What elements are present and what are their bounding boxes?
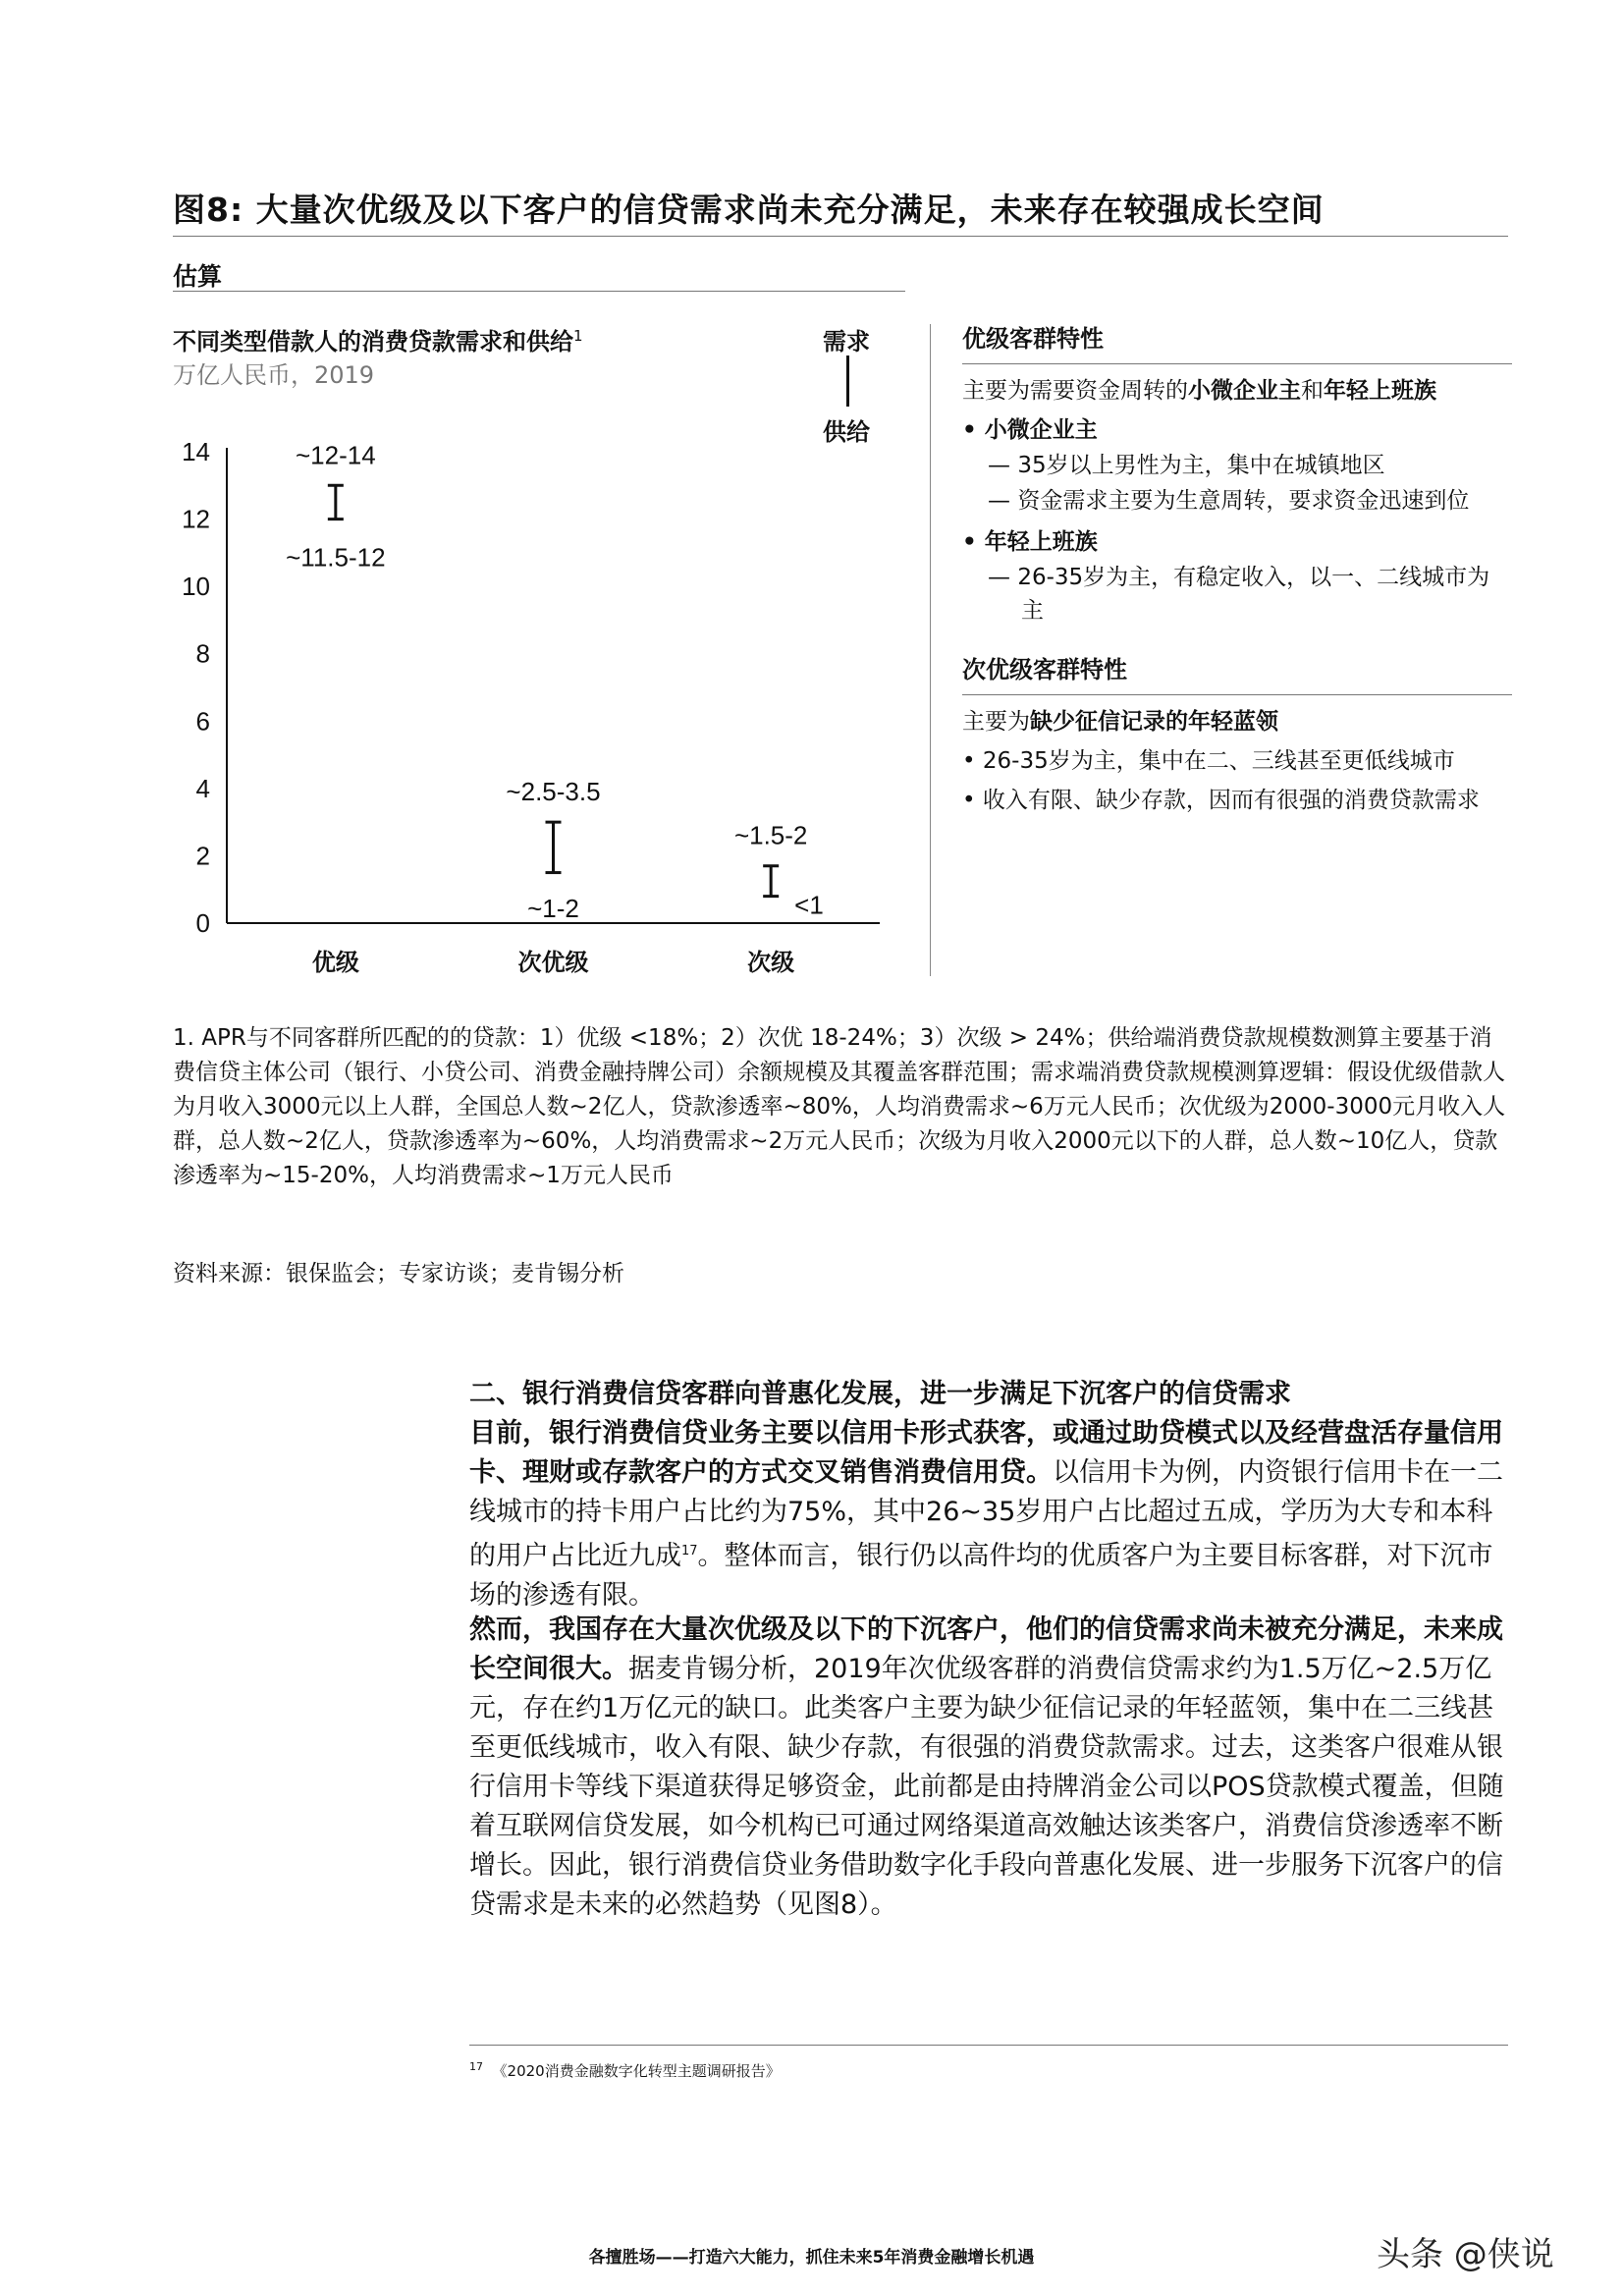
y-tick-label: 12 xyxy=(182,504,210,534)
body-heading-text: 二、银行消费信贷客群向普惠化发展，进一步满足下沉客户的信贷需求 xyxy=(469,1379,1291,1409)
footnote-rule xyxy=(469,2045,1508,2046)
watermark: 头条 @侠说 xyxy=(1377,2235,1554,2274)
dash-item-text: 26-35岁为主，有稳定收入，以一、二线城市为主 xyxy=(1017,565,1490,624)
body-paragraph-2 xyxy=(469,1611,1508,1925)
chart-title-text: 不同类型借款人的消费贷款需求和供给 xyxy=(173,328,573,355)
demand-label: ~2.5-3.5 xyxy=(506,777,601,807)
supply-label: ~1-2 xyxy=(527,894,579,923)
prime-intro-bold2: 年轻上班族 xyxy=(1324,378,1436,404)
body-heading xyxy=(469,1375,1508,1414)
prime-intro-bold1: 小微企业主 xyxy=(1188,378,1301,404)
dash-item-text: 35岁以上男性为主，集中在城镇地区 xyxy=(1017,453,1385,478)
bullet-young-workers-text: 年轻上班族 xyxy=(984,529,1098,555)
body-paragraph-1 xyxy=(469,1414,1508,1615)
chart-subtitle: 万亿人民币，2019 xyxy=(173,361,375,389)
p1-text2: 。整体而言，银行仍以高件均的优质客户为主要目标客群，对下沉市场的渗透有限。 xyxy=(469,1541,1493,1611)
bullet-small-business: • 小微企业主 xyxy=(962,417,1098,443)
prime-intro xyxy=(962,374,1512,408)
segment-characteristics xyxy=(962,322,1512,817)
page-footer: 各擅胜场——打造六大能力，抓住未来5年消费金融增长机遇 xyxy=(588,2248,1035,2268)
section-rule xyxy=(173,291,905,292)
title-rule xyxy=(173,236,1508,237)
category-label: 次级 xyxy=(747,950,795,976)
p2-text: 据麦肯锡分析，2019年次优级客群的消费信贷需求约为1.5万亿~2.5万亿元，存在约1万亿元的缺口。此类客户主要为缺少征信记录的年轻蓝领，集中在二三线甚至更低线城市，收入有限、缺少存款，有很强的消费贷款需求。过去，这类客户很难从银行信用卡等线下渠道获得足够资金，此前都是由持牌消金公司以POS贷款模式覆盖，但随着互联网信贷发展，如今机构已可通过网络渠道高效触达该类客户，消费信贷渗透率不断增长。因此，银行消费信贷业务借助数字化手段向普惠化发展、进一步服务下沉客户的信贷需求是未来的必然趋势（见图8）。 xyxy=(469,1654,1504,1920)
y-tick-label: 0 xyxy=(195,908,210,938)
dash-item: — 资金需求主要为生意周转，要求资金迅速到位 xyxy=(988,488,1470,514)
prime-rule xyxy=(962,363,1512,364)
demand-label: ~1.5-2 xyxy=(733,820,808,850)
legend-demand-label: 需求 xyxy=(823,328,870,355)
p1-bold: 目前，银行消费信贷业务主要以信用卡形式获客，或通过助贷模式以及经营盘活存量信用卡、理财或存款客户的方式交叉销售消费信用贷。 xyxy=(469,1418,1503,1488)
prime-intro-pre: 主要为需要资金周转的 xyxy=(962,378,1188,404)
dash-item-text: 资金需求主要为生意周转，要求资金迅速到位 xyxy=(1017,488,1470,514)
y-tick-label: 10 xyxy=(182,572,210,602)
chart-title xyxy=(173,322,583,356)
bullet-item-text: 26-35岁为主，集中在二、三线甚至更低线城市 xyxy=(982,748,1455,774)
bullet-item: • 26-35岁为主，集中在二、三线甚至更低线城市 xyxy=(962,748,1455,774)
figure-title: 图8: 大量次优级及以下客户的信贷需求尚未充分满足，未来存在较强成长空间 xyxy=(173,191,1325,229)
bullet-item-text: 收入有限、缺少存款，因而有很强的消费贷款需求 xyxy=(982,788,1480,813)
bullet-item: • 收入有限、缺少存款，因而有很强的消费贷款需求 xyxy=(962,788,1480,813)
near-prime-heading: 次优级客群特性 xyxy=(962,656,1127,683)
dash-item: — 35岁以上男性为主，集中在城镇地区 xyxy=(988,453,1385,478)
y-tick-label: 14 xyxy=(182,437,210,466)
range-chart xyxy=(173,422,919,992)
chart-title-sup: 1 xyxy=(573,327,583,345)
source-note: 资料来源：银保监会；专家访谈；麦肯锡分析 xyxy=(173,1261,624,1286)
footnote-17 xyxy=(469,2060,781,2081)
legend-bar xyxy=(846,355,849,407)
near-prime-intro-bold: 缺少征信记录的年轻蓝领 xyxy=(1030,709,1278,735)
supply-label: ~11.5-12 xyxy=(286,542,386,573)
prime-intro-mid: 和 xyxy=(1301,378,1324,404)
column-divider xyxy=(930,324,931,976)
near-prime-intro xyxy=(962,705,1512,738)
chart-footnote: 1. APR与不同客群所匹配的的贷款：1）优级 <18%；2）次优 18-24%；3）次级 > 24%；供给端消费贷款规模数测算主要基于消费信贷主体公司（银行、小贷公司、消费金融持牌公司）余额规模及其覆盖客群范围；需求端消费贷款规模测算逻辑：假设优级借款人为月收入3000元以上人群，全国总人数~2亿人，贷款渗透率~80%，人均消费需求~6万元人民币；次优级为2000-3000元月收入人群，总人数~2亿人，贷款渗透率为~60%，人均消费需求~2万元人民币；次级为月收入2000元以下的人群，总人数~10亿人，贷款渗透率为~15-20%，人均消费需求~1万元人民币 xyxy=(173,1025,1506,1188)
near-prime-rule xyxy=(962,694,1512,695)
p1-text: 以信用卡为例，内资银行信用卡在一二线城市的持卡用户占比约为75%，其中26~35岁用户占比超过五成，学历为大专和本科的用户占比近九成 xyxy=(469,1457,1503,1571)
dash-item: — 26-35岁为主，有稳定收入，以一、二线城市为主 xyxy=(988,565,1490,624)
bullet-small-business-text: 小微企业主 xyxy=(984,417,1098,443)
footnote-17-text: 《2020消费金融数字化转型主题调研报告》 xyxy=(492,2062,781,2080)
y-tick-label: 6 xyxy=(195,706,210,737)
legend-supply-label: 供给 xyxy=(823,418,870,446)
section-label: 估算 xyxy=(173,262,223,291)
p1-sup: 17 xyxy=(681,1544,698,1558)
demand-label: ~12-14 xyxy=(295,440,376,470)
bullet-young-workers: • 年轻上班族 xyxy=(962,529,1098,555)
near-prime-intro-pre: 主要为 xyxy=(962,709,1030,735)
p2-bold: 然而，我国存在大量次优级及以下的下沉客户，他们的信贷需求尚未被充分满足，未来成长空间很大。 xyxy=(469,1614,1503,1684)
y-tick-label: 8 xyxy=(195,638,210,669)
category-label: 次优级 xyxy=(517,950,589,976)
y-tick-label: 4 xyxy=(195,773,210,803)
y-tick-label: 2 xyxy=(195,841,210,871)
footnote-17-num: 17 xyxy=(469,2060,483,2073)
category-label: 优级 xyxy=(311,950,359,976)
prime-heading: 优级客群特性 xyxy=(962,325,1104,353)
supply-label: <1 xyxy=(794,890,824,920)
